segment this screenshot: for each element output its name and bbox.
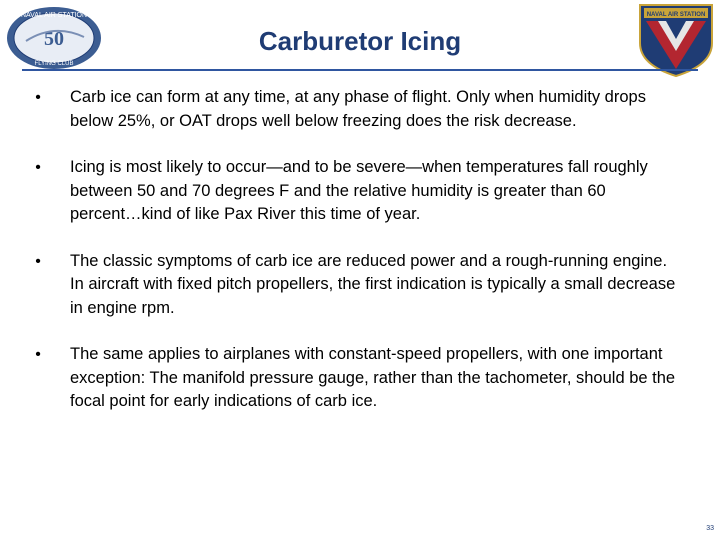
bullet-text: Carb ice can form at any time, at any phase of flight. Only when humidity drops below 25%, or OAT drops well below freezing does the risk decrease. (70, 88, 646, 130)
naval-air-station-emblem-icon (636, 3, 716, 78)
bullet-icon: • (35, 252, 41, 270)
bullet-text: Icing is most likely to occur—and to be severe—when temperatures fall roughly between 50 and 70 degrees F and the relative humidity is greater than 60 percent…kind of like Pax River this time of year. (70, 158, 648, 223)
list-item (28, 86, 678, 133)
slide-title: Carburetor Icing (258, 26, 462, 56)
list-item (28, 343, 678, 414)
bullet-text: The same applies to airplanes with constant-speed propellers, with one important exception: The manifold pressure gauge, rather than the tachometer, should be the focal point for early indications of carb ice. (70, 345, 676, 410)
bullet-icon: • (35, 346, 41, 363)
page-number: 33 (706, 525, 714, 532)
title-divider (22, 69, 698, 71)
bullet-list (28, 86, 678, 437)
left-logo-text-bottom: FLYING CLUB (34, 61, 74, 67)
bullet-icon: • (35, 159, 41, 176)
right-logo-text: NAVAL AIR STATION (646, 12, 706, 18)
list-item (28, 156, 678, 227)
left-logo-number: 50 (44, 28, 64, 50)
bullet-text: The classic symptoms of carb ice are reduced power and a rough-running engine. In aircraft with fixed pitch propellers, the first indication is typically a small decrease in engine rpm. (70, 251, 676, 317)
bullet-icon: • (35, 89, 41, 106)
left-logo-text-top: NAVAL AIR STATION (20, 12, 88, 19)
squadron-emblem-icon (4, 3, 104, 73)
list-item (28, 250, 678, 321)
